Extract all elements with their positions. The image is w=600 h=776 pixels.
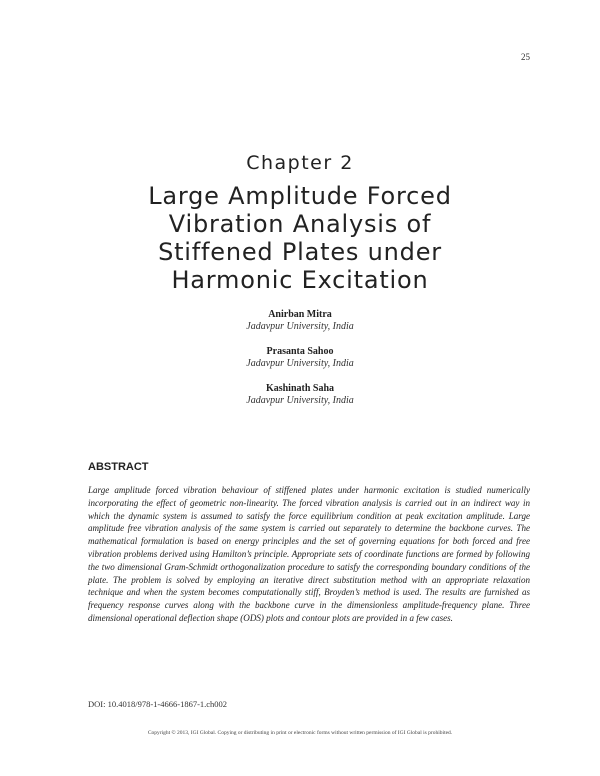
chapter-title [0,182,600,294]
chapter-title-line: Large Amplitude Forced [148,182,452,210]
chapter-title-line: Stiffened Plates under [158,238,442,266]
chapter-title-line: Vibration Analysis of [168,210,432,238]
author-affiliation: Jadavpur University, India [246,358,354,369]
abstract-text: Large amplitude forced vibration behaviour of stiffened plates under harmonic excitation is studied numerically incorporating the effect of geometric non-linearity. The forced vibration analysis is carried out in an indirect way in which the dynamic system is assumed to satisfy the force equilibrium condition at peak excitation amplitude. Large amplitude free vibration analysis of the same system is carried out separately to determine the backbone curves. The mathematical formulation is based on energy principles and the set of governing equations for both forced and free vibration problems derived using Hamilton’s principle. Appropriate sets of coordinate functions are formed by following the two dimensional Gram-Schmidt orthogonalization procedure to satisfy the corresponding boundary conditions of the plate. The problem is solved by employing an iterative direct substitution method with an appropriate relaxation technique and when the system becomes computationally stiff, Broyden’s method is used. The results are furnished as frequency response curves along with the backbone curve in the dimensionless amplitude-frequency plane. Three dimensional operational deflection shape (ODS) plots and contour plots are provided in a few cases. [88,485,530,623]
author-list [0,309,600,420]
abstract-heading: ABSTRACT [88,461,149,473]
doi-text: DOI: 10.4018/978-1-4666-1867-1.ch002 [88,699,228,709]
chapter-label: Chapter 2 [246,152,354,174]
author-block [0,309,600,333]
chapter-title-line: Harmonic Excitation [171,266,429,294]
page-number: 25 [521,52,530,62]
author-block [0,383,600,407]
author-name: Prasanta Sahoo [266,346,334,357]
author-affiliation: Jadavpur University, India [246,395,354,406]
author-name: Anirban Mitra [268,309,332,320]
author-affiliation: Jadavpur University, India [246,321,354,332]
copyright-notice: Copyright © 2013, IGI Global. Copying or distributing in print or electronic forms without written permission of IGI Global is prohibited. [147,730,453,736]
author-block [0,346,600,370]
author-name: Kashinath Saha [265,383,335,394]
